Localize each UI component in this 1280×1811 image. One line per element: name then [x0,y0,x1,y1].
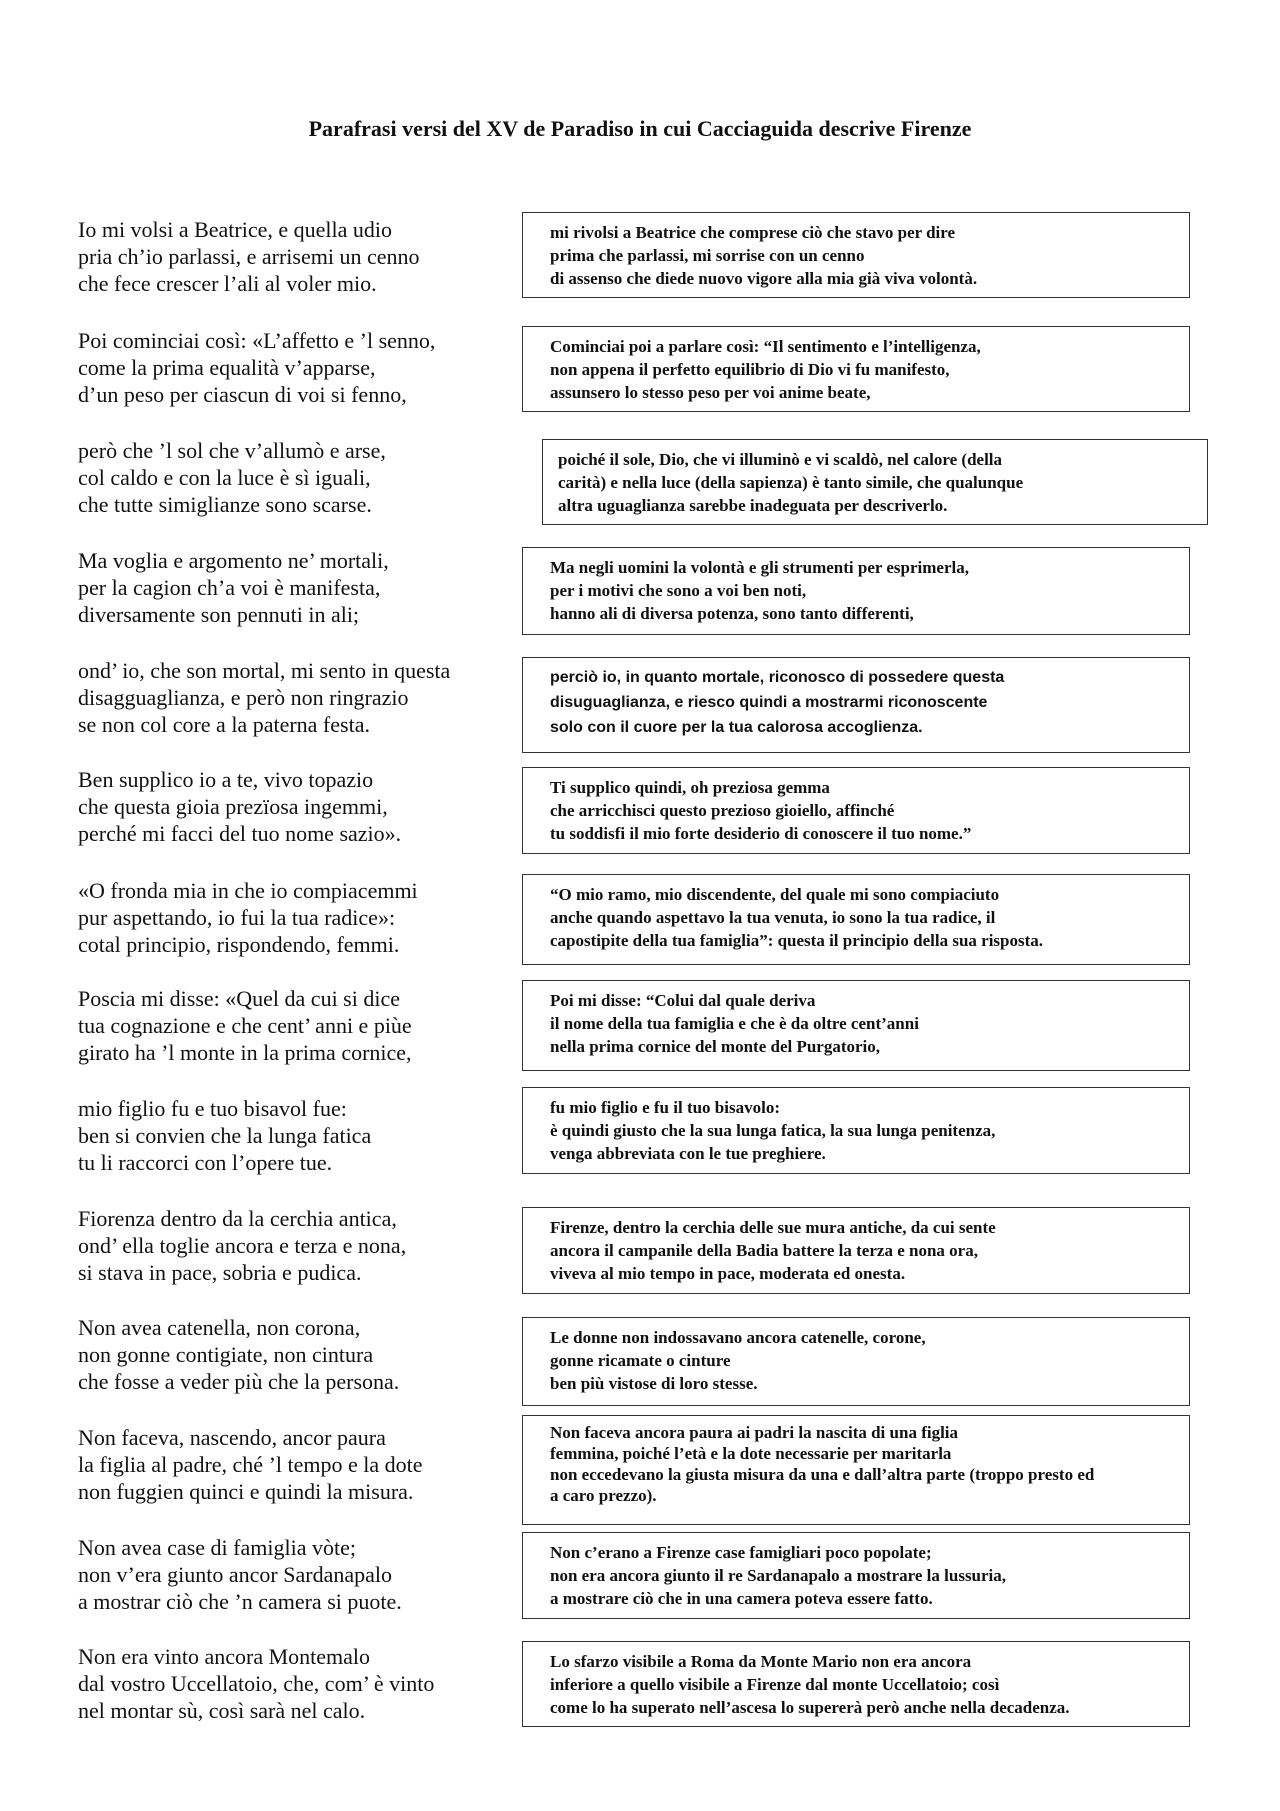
verse-line: che fece crescer l’ali al voler mio. [78,271,377,296]
verse-line: «O fronda mia in che io compiacemmi [78,878,418,903]
verse-line: Non avea case di famiglia vòte; [78,1535,356,1560]
paraphrase-line: Firenze, dentro la cerchia delle sue mura antiche, da cui sente [550,1218,996,1237]
verse-line: per la cagion ch’a voi è manifesta, [78,575,381,600]
paraphrase-line: capostipite della tua famiglia”: questa il principio della sua risposta. [550,931,1044,950]
paraphrase-line: poiché il sole, Dio, che vi illuminò e vi scaldò, nel calore (della [558,450,1003,469]
paraphrase-box [522,1641,1190,1727]
verse-line: ond’ io, che son mortal, mi sento in questa [78,658,451,683]
verse-line: diversamente son pennuti in ali; [78,602,360,627]
paraphrase-line: a mostrare ciò che in una camera poteva essere fatto. [550,1589,933,1608]
paraphrase-box [522,547,1190,635]
paraphrase-line: tu soddisfi il mio forte desiderio di conoscere il tuo nome.” [550,824,972,843]
paraphrase-line: “O mio ramo, mio discendente, del quale mi sono compiaciuto [550,885,1000,904]
paraphrase-line: come lo ha superato nell’ascesa lo supererà però anche nella decadenza. [550,1698,1070,1717]
paraphrase-line: non eccedevano la giusta misura da una e dall’altra parte (troppo presto ed [550,1465,1095,1484]
verse-line: Io mi volsi a Beatrice, e quella udio [78,217,393,242]
verse-line: girato ha ’l monte in la prima cornice, [78,1040,412,1065]
verse-line: Ma voglia e argomento ne’ mortali, [78,548,389,573]
verse-line: Non avea catenella, non corona, [78,1315,361,1340]
paraphrase-line: assunsero lo stesso peso per voi anime beate, [550,383,871,402]
paraphrase-line: venga abbreviata con le tue preghiere. [550,1144,826,1163]
verse-line: pria ch’io parlassi, e arrisemi un cenno [78,244,420,269]
verse-line: Ben supplico io a te, vivo topazio [78,767,374,792]
paraphrase-line: femmina, poiché l’età e la dote necessarie per maritarla [550,1444,952,1463]
verse-line: Poscia mi disse: «Quel da cui si dice [78,986,400,1011]
verse-line: che tutte simiglianze sono scarse. [78,492,372,517]
paraphrase-line: è quindi giusto che la sua lunga fatica, la sua lunga penitenza, [550,1121,996,1140]
paraphrase-line: di assenso che diede nuovo vigore alla mia già viva volontà. [550,269,978,288]
verse-stanza [78,1095,498,1176]
page-title: Parafrasi versi del XV de Paradiso in cui Cacciaguida descrive Firenze [308,116,972,141]
verse-line: non gonne contigiate, non cintura [78,1342,374,1367]
verse-line: dal vostro Uccellatoio, che, com’ è vinto [78,1671,435,1696]
paraphrase-box [522,1207,1190,1294]
verse-stanza [78,1643,498,1724]
verse-line: non v’era giunto ancor Sardanapalo [78,1562,392,1587]
verse-line: tu li raccorci con l’opere tue. [78,1150,333,1175]
paraphrase-box [522,657,1190,753]
paraphrase-box [542,439,1208,525]
paraphrase-line: altra uguaglianza sarebbe inadeguata per descriverlo. [558,496,948,515]
verse-stanza [78,1424,498,1505]
paraphrase-line: carità) e nella luce (della sapienza) è tanto simile, che qualunque [558,473,1024,492]
verse-line: se non col core a la paterna festa. [78,712,370,737]
paraphrase-line: nella prima cornice del monte del Purgatorio, [550,1037,881,1056]
verse-stanza [78,766,498,847]
paraphrase-box [522,1532,1190,1619]
paraphrase-line: mi rivolsi a Beatrice che comprese ciò che stavo per dire [550,223,956,242]
paraphrase-line: anche quando aspettavo la tua venuta, io sono la tua radice, il [550,908,996,927]
verse-line: che questa gioia prezïosa ingemmi, [78,794,388,819]
paraphrase-box [522,767,1190,854]
paraphrase-line: ben più vistose di loro stesse. [550,1374,758,1393]
paraphrase-box [522,1087,1190,1174]
verse-stanza [78,437,498,518]
paraphrase-line: Cominciai poi a parlare così: “Il sentimento e l’intelligenza, [550,337,981,356]
verse-stanza [78,877,498,958]
verse-line: Non era vinto ancora Montemalo [78,1644,371,1669]
paraphrase-line: prima che parlassi, mi sorrise con un cenno [550,246,865,265]
paraphrase-line: solo con il cuore per la tua calorosa accoglienza. [550,719,923,736]
verse-line: disagguaglianza, e però non ringrazio [78,685,409,710]
paraphrase-line: ancora il campanile della Badia battere la terza e nona ora, [550,1241,978,1260]
paraphrase-box [522,874,1190,965]
paraphrase-line: a caro prezzo). [550,1486,657,1505]
verse-line: col caldo e con la luce è sì iguali, [78,465,371,490]
verse-stanza [78,985,498,1066]
paraphrase-line: non appena il perfetto equilibrio di Dio vi fu manifesto, [550,360,950,379]
verse-line: si stava in pace, sobria e pudica. [78,1260,362,1285]
verse-line: Poi cominciai così: «L’affetto e ’l senno, [78,328,436,353]
paraphrase-line: perciò io, in quanto mortale, riconosco di possedere questa [550,669,1005,686]
paraphrase-line: Le donne non indossavano ancora catenelle, corone, [550,1328,926,1347]
verse-line: nel montar sù, così sarà nel calo. [78,1698,366,1723]
paraphrase-line: gonne ricamate o cinture [550,1351,731,1370]
verse-line: la figlia al padre, ché ’l tempo e la dote [78,1452,423,1477]
paraphrase-line: il nome della tua famiglia e che è da oltre cent’anni [550,1014,919,1033]
verse-line: come la prima equalità v’apparse, [78,355,376,380]
verse-stanza [78,547,498,628]
paraphrase-line: Non faceva ancora paura ai padri la nascita di una figlia [550,1423,959,1442]
verse-line: Non faceva, nascendo, ancor paura [78,1425,386,1450]
paraphrase-line: che arricchisci questo prezioso gioiello, affinché [550,801,895,820]
verse-stanza [78,657,498,738]
paraphrase-line: Non c’erano a Firenze case famigliari poco popolate; [550,1543,932,1562]
verse-line: ond’ ella toglie ancora e terza e nona, [78,1233,407,1258]
verse-stanza [78,327,498,408]
verse-stanza [78,1314,498,1395]
paraphrase-box [522,212,1190,298]
verse-stanza [78,216,498,297]
verse-line: ben si convien che la lunga fatica [78,1123,372,1148]
paraphrase-line: Lo sfarzo visibile a Roma da Monte Mario non era ancora [550,1652,972,1671]
paraphrase-line: Ma negli uomini la volontà e gli strumenti per esprimerla, [550,558,969,577]
paraphrase-line: viveva al mio tempo in pace, moderata ed onesta. [550,1264,906,1283]
paraphrase-box [522,980,1190,1071]
paraphrase-line: inferiore a quello visibile a Firenze dal monte Uccellatoio; così [550,1675,1000,1694]
verse-line: che fosse a veder più che la persona. [78,1369,400,1394]
paraphrase-line: per i motivi che sono a voi ben noti, [550,581,807,600]
paraphrase-box [522,1317,1190,1406]
paraphrase-line: fu mio figlio e fu il tuo bisavolo: [550,1098,780,1117]
verse-line: non fuggien quinci e quindi la misura. [78,1479,414,1504]
verse-stanza [78,1205,498,1286]
paraphrase-box [522,326,1190,412]
verse-line: cotal principio, rispondendo, femmi. [78,932,400,957]
verse-line: pur aspettando, io fui la tua radice»: [78,905,396,930]
verse-line: perché mi facci del tuo nome sazio». [78,821,402,846]
paraphrase-line: Ti supplico quindi, oh preziosa gemma [550,778,830,797]
verse-line: d’un peso per ciascun di voi si fenno, [78,382,407,407]
paraphrase-line: hanno ali di diversa potenza, sono tanto differenti, [550,604,914,623]
paraphrase-line: Poi mi disse: “Colui dal quale deriva [550,991,816,1010]
paraphrase-line: disuguaglianza, e riesco quindi a mostrarmi riconoscente [550,694,988,711]
paraphrase-line: non era ancora giunto il re Sardanapalo a mostrare la lussuria, [550,1566,1007,1585]
verse-stanza [78,1534,498,1615]
verse-line: tua cognazione e che cent’ anni e piùe [78,1013,412,1038]
verse-line: a mostrar ciò che ’n camera si puote. [78,1589,402,1614]
verse-line: Fiorenza dentro da la cerchia antica, [78,1206,397,1231]
verse-line: però che ’l sol che v’allumò e arse, [78,438,386,463]
verse-line: mio figlio fu e tuo bisavol fue: [78,1096,347,1121]
paraphrase-box [522,1415,1190,1525]
